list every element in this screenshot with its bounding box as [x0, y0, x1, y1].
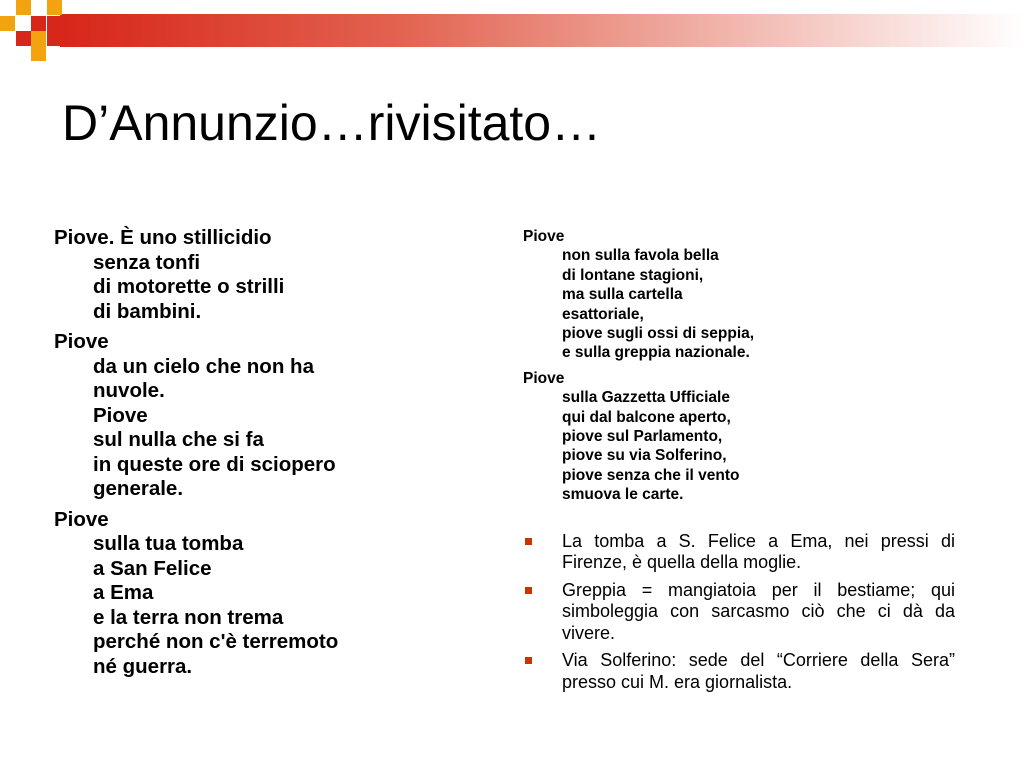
poem-line: smuova le carte. — [562, 486, 684, 504]
note-item — [523, 531, 955, 574]
logo-square — [31, 46, 46, 61]
poem-line: qui dal balcone aperto, — [562, 408, 731, 426]
slide-title: D’Annunzio…rivisitato… — [62, 95, 602, 151]
square-bullet-icon — [525, 587, 532, 594]
square-bullet-icon — [525, 538, 532, 545]
right-stanza — [523, 227, 963, 363]
poem-line: e la terra non trema — [93, 605, 284, 629]
logo-square — [16, 31, 31, 46]
right-stanza — [523, 369, 963, 505]
stanza-lead: Piove — [523, 228, 565, 245]
poem-line: ma sulla cartella — [562, 286, 683, 304]
logo-square — [0, 16, 15, 31]
poem-line: piove su via Solferino, — [562, 447, 727, 465]
poem-line: sul nulla che si fa — [93, 428, 264, 451]
logo-square — [47, 31, 60, 46]
poem-line: in queste ore di sciopero — [93, 452, 336, 476]
notes-list — [523, 531, 955, 694]
logo-square — [47, 16, 60, 31]
logo-square — [47, 0, 62, 15]
poem-line: piove sugli ossi di seppia, — [562, 325, 755, 343]
poem-line: nuvole. — [93, 379, 165, 402]
poem-line: perché non c'è terremoto — [93, 630, 339, 653]
note-text: Greppia = mangiatoia per il bestiame; qui simboleggia con sarcasmo ciò che ci dà da vivere. — [562, 579, 955, 643]
poem-line: di bambini. — [93, 299, 202, 323]
poem-line: sulla Gazzetta Ufficiale — [562, 389, 730, 407]
poem-line: Piove — [93, 403, 148, 427]
poem-line: esattoriale, — [562, 305, 644, 323]
note-item — [523, 580, 955, 645]
note-item — [523, 650, 955, 693]
stanza-lead: Piove — [523, 369, 565, 387]
poem-line: da un cielo che non ha — [93, 354, 314, 378]
logo-square — [31, 16, 46, 31]
logo-square — [16, 0, 31, 15]
poem-line: senza tonfi — [93, 250, 201, 274]
poem-line: a Ema — [93, 581, 154, 604]
poem-line: piove sul Parlamento, — [562, 428, 723, 446]
poem-line: né guerra. — [93, 654, 193, 678]
left-stanza — [54, 330, 454, 502]
stanza-lead: Piove — [54, 330, 109, 353]
note-text: La tomba a S. Felice a Ema, nei pressi di Firenze, è quella della moglie. — [562, 530, 955, 573]
poem-line: generale. — [93, 477, 184, 500]
poem-line: a San Felice — [93, 556, 212, 580]
poem-line: di lontane stagioni, — [562, 266, 704, 284]
poem-line: di motorette o strilli — [93, 275, 285, 298]
left-stanza — [54, 508, 454, 680]
left-poem — [54, 226, 454, 685]
note-text: Via Solferino: sede del “Corriere della Sera” presso cui M. era giornalista. — [562, 650, 955, 692]
logo-square — [31, 31, 46, 46]
stanza-lead: Piove. È uno stillicidio — [54, 226, 272, 249]
header-gradient-band — [60, 14, 1024, 47]
stanza-lead: Piove — [54, 507, 109, 531]
square-bullet-icon — [525, 657, 532, 664]
poem-line: e sulla greppia nazionale. — [562, 344, 750, 362]
right-column — [523, 227, 963, 699]
left-stanza — [54, 226, 454, 324]
poem-line: non sulla favola bella — [562, 247, 719, 265]
poem-line: sulla tua tomba — [93, 532, 244, 555]
header-decoration — [0, 0, 1024, 70]
right-poem — [523, 227, 963, 505]
poem-line: piove senza che il vento — [562, 466, 740, 484]
